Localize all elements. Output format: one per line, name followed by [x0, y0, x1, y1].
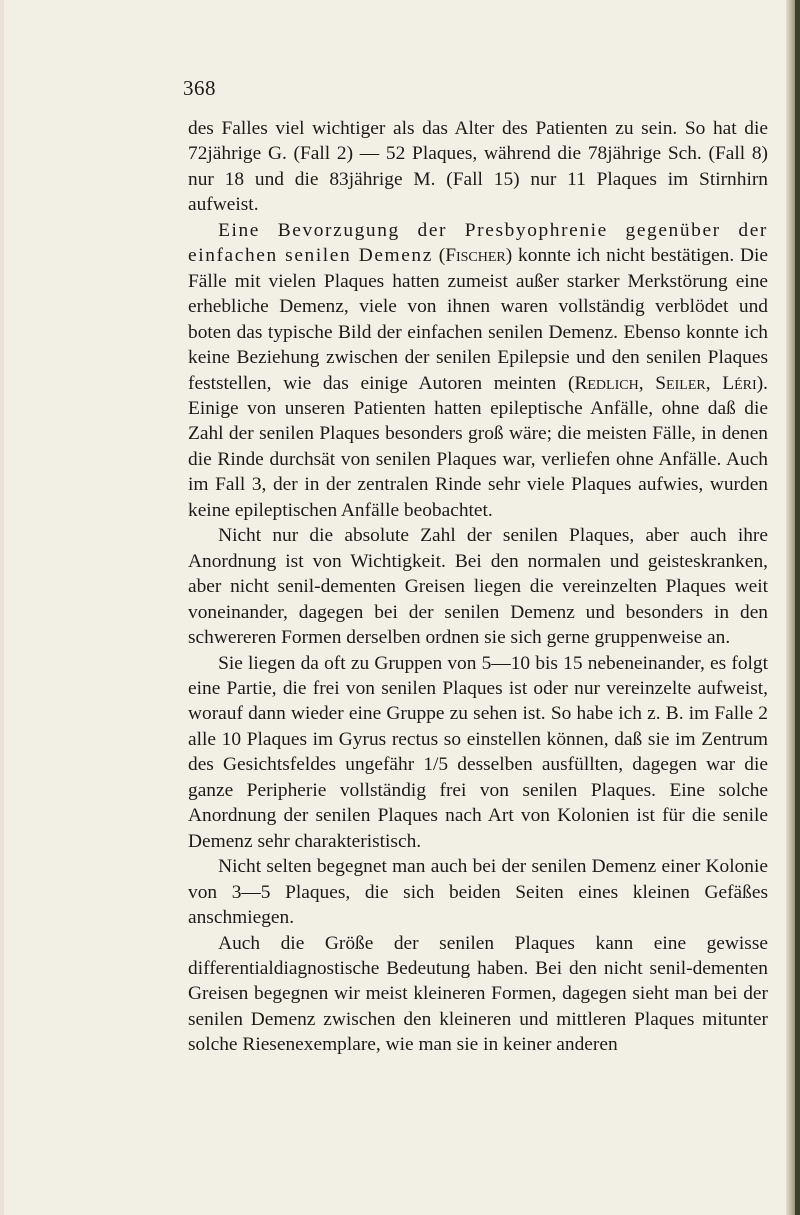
paragraph-text: (: [432, 245, 446, 267]
paragraph: [188, 931, 768, 1058]
paragraph-text: Nicht nur die absolute Zahl der senilen Plaques, aber auch ihre Anordnung ist von Wichtigkeit. Bei den normalen und geisteskranken, aber nicht senil-dementen Greisen liegen die vereinzelten Plaques weit voneinander, dagegen bei der senilen Demenz und besonders in den schwereren Formen derselben ordnen sie sich gerne gruppenweise an.: [188, 525, 768, 649]
paragraph: [188, 218, 768, 523]
body-text: [188, 116, 768, 1058]
page-number: 368: [183, 76, 216, 100]
page-left-edge: [0, 0, 4, 1215]
paragraph: [188, 854, 768, 930]
paragraph-text: ). Einige von unseren Patienten hatten epileptische Anfälle, ohne daß die Zahl der senilen Plaques besonders groß wäre; die meisten Fälle, in denen die Rinde durchsät von senilen Plaques war, verliefen ohne Anfälle. Auch im Fall 3, der in der zentralen Rinde sehr viele Plaques aufwies, wurden keine epileptischen Anfälle beobachtet.: [188, 372, 768, 521]
author-name: Fischer: [445, 245, 506, 267]
paragraph-text: des Falles viel wichtiger als das Alter des Patienten zu sein. So hat die 72jährige G. (Fall 2) — 52 Plaques, während die 78jährige Sch. (Fall 8) nur 18 und die 83jährige M. (Fall 15) nur 11 Plaques im Stirnhirn aufweist.: [188, 118, 768, 216]
author-names: Redlich, Seiler, Léri: [574, 372, 757, 394]
fraction: 1/5: [423, 754, 449, 776]
emphasized-heading-text: Eine Bevorzugung der Presbyophrenie gegenüber der einfachen senilen Demenz: [188, 219, 768, 267]
paragraph: [188, 651, 768, 855]
paragraph-text: desselben ausfüllten, dagegen war die ganze Peripherie vollständig frei von senilen Plaques. Eine solche Anordnung der senilen Plaques nach Art von Kolonien ist für die senile Demenz sehr charakteristisch.: [188, 754, 768, 852]
paragraph: [188, 523, 768, 650]
paragraph-text: Sie liegen da oft zu Gruppen von 5—10 bis 15 nebeneinander, es folgt eine Partie, die frei von senilen Plaques ist oder nur vereinzelte aufweist, worauf dann wieder eine Gruppe zu sehen ist. So habe ich z. B. im Falle 2 alle 10 Plaques im Gyrus rectus so einstellen können, daß sie im Zentrum des Gesichtsfeldes ungefähr: [188, 652, 768, 776]
page-binding-shadow: [795, 0, 800, 1215]
paragraph-text: Nicht selten begegnet man auch bei der senilen Demenz einer Kolonie von 3—5 Plaques, die sich beiden Seiten eines kleinen Gefäßes anschmiegen.: [188, 856, 768, 929]
paragraph: [188, 116, 768, 218]
paragraph-text: Auch die Größe der senilen Plaques kann eine gewisse differentialdiagnostische Bedeutung haben. Bei den nicht senil-dementen Greisen begegnen wir meist kleineren Formen, dagegen sieht man bei der senilen Demenz zwischen den kleineren und mittleren Plaques mitunter solche Riesenexemplare, wie man sie in keiner anderen: [188, 932, 768, 1056]
paragraph-text: ) konnte ich nicht bestätigen. Die Fälle mit vielen Plaques hatten zumeist außer starker Merkstörung eine erhebliche Demenz, viele von ihnen waren vollständig verblödet und boten das typische Bild der einfachen senilen Demenz. Ebenso konnte ich keine Beziehung zwischen der senilen Epilepsie und den senilen Plaques feststellen, wie das einige Autoren meinten (: [188, 245, 769, 394]
